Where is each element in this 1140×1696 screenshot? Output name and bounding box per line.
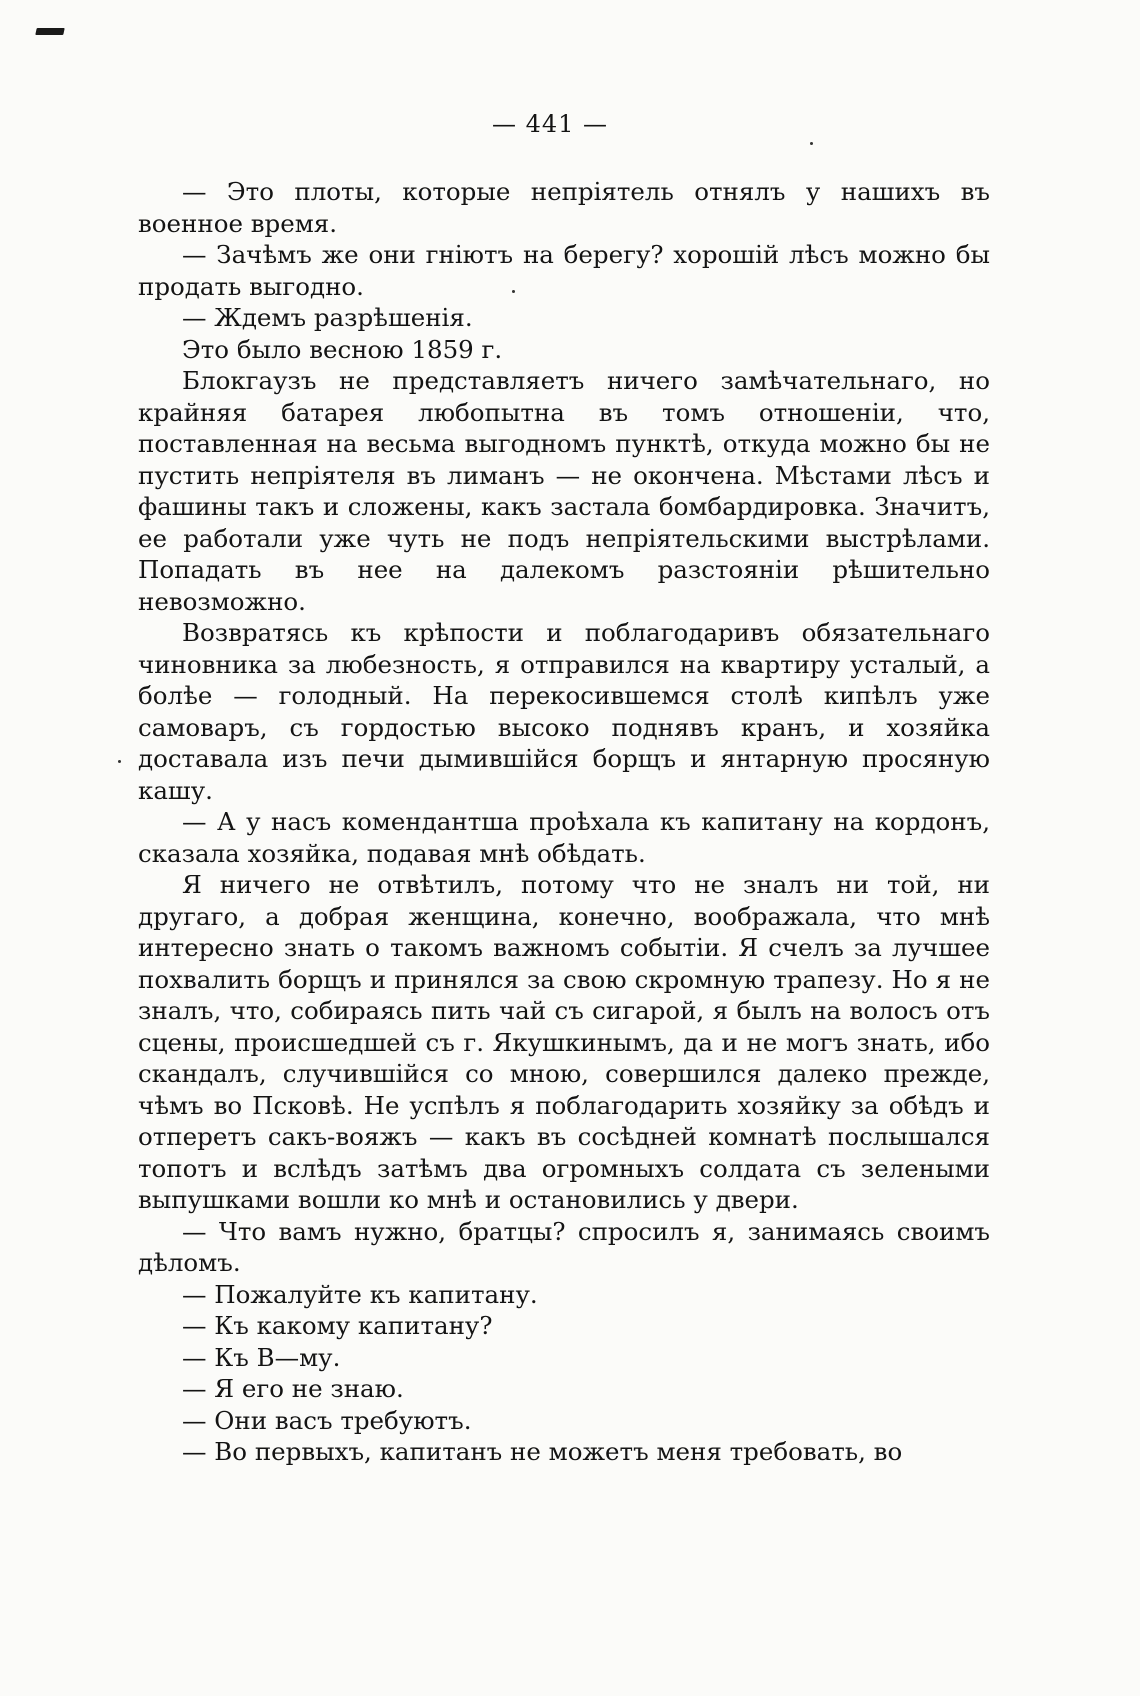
page-number: — 441 — [491, 110, 609, 138]
scan-speck [810, 142, 813, 145]
paragraph: — Зачѣмъ же они гніютъ на берегу? хорошій лѣсъ можно бы продать выгодно. [138, 240, 990, 301]
paragraph: — Я его не знаю. [182, 1374, 404, 1403]
paragraph: Я ничего не отвѣтилъ, потому что не зналъ ни той, ни другаго, а добрая женщина, конечно, воображала, что мнѣ интересно знать о такомъ важномъ событіи. Я счелъ за лучшее похвалить борщъ и принялся за свою скромную трапезу. Но я не зналъ, что, собираясь пить чай съ сигарой, я былъ на волосъ отъ сцены, происшедшей съ г. Якушкинымъ, да и не могъ знать, ибо скандалъ, случившійся со мною, совершился далеко прежде, чѣмъ во Псковѣ. Не успѣлъ я поблагодарить хозяйку за обѣдъ и отперетъ сакъ-вояжъ — какъ въ сосѣдней комнатѣ послышался топотъ и вслѣдъ затѣмъ два огромныхъ солдата съ зелеными выпушками вошли ко мнѣ и остановились у двери. [138, 870, 990, 1214]
scan-speck [118, 760, 121, 763]
paragraph: — Пожалуйте къ капитану. [182, 1279, 538, 1309]
scan-mark [35, 28, 64, 35]
paragraph: Блокгаузъ не представляетъ ничего замѣчательнаго, но крайняя батарея любопытна въ томъ отношеніи, что, поставленная на весьма выгодномъ пунктѣ, откуда можно бы не пустить непріятеля въ лиманъ — не окончена. Мѣстами лѣсъ и фашины такъ и сложены, какъ застала бомбардировка. Значитъ, ее работали уже чуть не подъ непріятельскими выстрѣлами. Попадать въ нее на далекомъ разстояніи рѣшительно невозможно. [138, 366, 990, 616]
paragraph: — Ждемъ разрѣшенія. [182, 303, 473, 332]
body-text [138, 176, 990, 1468]
paragraph: — Они васъ требуютъ. [182, 1405, 472, 1435]
paragraph: Это было весною 1859 г. [182, 334, 503, 364]
paragraph: — Во первыхъ, капитанъ не можетъ меня требовать, во [182, 1437, 903, 1466]
paragraph: — А у насъ комендантша проѣхала къ капитану на кордонъ, сказала хозяйка, подавая мнѣ обѣдать. [138, 807, 990, 868]
scan-speck [512, 290, 515, 293]
paragraph: — Что вамъ нужно, братцы? спросилъ я, занимаясь своимъ дѣломъ. [138, 1216, 990, 1277]
paragraph: — Къ В—му. [182, 1342, 341, 1372]
paragraph: Возвратясь къ крѣпости и поблагодаривъ обязательнаго чиновника за любезность, я отправился на квартиру усталый, а болѣе — голодный. На перекосившемся столѣ кипѣлъ уже самоваръ, съ гордостью высоко поднявъ кранъ, и хозяйка доставала изъ печи дымившійся борщъ и янтарную просяную кашу. [138, 618, 990, 805]
paragraph: — Къ какому капитану? [182, 1311, 493, 1340]
paragraph: — Это плоты, которые непріятель отнялъ у нашихъ въ военное время. [138, 177, 990, 238]
